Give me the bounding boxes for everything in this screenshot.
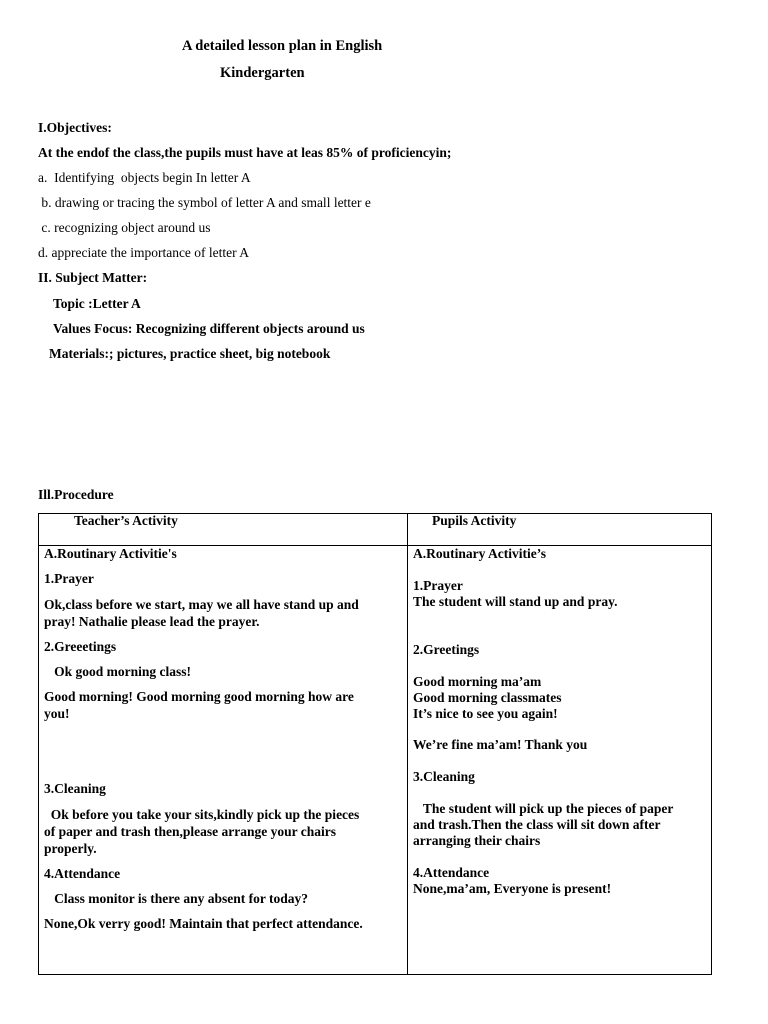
- objectives-heading: I.Objectives:: [38, 120, 112, 135]
- teacher-routinary: A.Routinary Activitie's: [44, 546, 177, 561]
- pupils-greetings-line: Good morning classmates: [413, 690, 562, 705]
- teacher-cleaning-line: Ok before you take your sits,kindly pick up the pieces: [44, 807, 360, 822]
- subject-values-focus: Values Focus: Recognizing different objects around us: [53, 321, 365, 336]
- pupils-cleaning-line: arranging their chairs: [413, 833, 541, 848]
- teacher-attendance-line: None,Ok verry good! Maintain that perfect attendance.: [44, 916, 363, 931]
- teacher-greetings-line: Ok good morning class!: [44, 664, 192, 679]
- teacher-attendance-line: Class monitor is there any absent for today?: [44, 891, 309, 906]
- document-title: A detailed lesson plan in English: [182, 38, 383, 54]
- pupils-attendance-line: None,ma’am, Everyone is present!: [413, 881, 612, 896]
- pupils-activity-header: Pupils Activity: [432, 513, 517, 528]
- objective-item: b. drawing or tracing the symbol of letter A and small letter e: [38, 195, 371, 210]
- teacher-prayer-title: 1.Prayer: [44, 571, 94, 586]
- teacher-cleaning-line: of paper and trash then,please arrange your chairs: [44, 824, 337, 839]
- pupils-cleaning-line: The student will pick up the pieces of paper: [413, 801, 674, 816]
- teacher-prayer-line: Ok,class before we start, may we all have stand up and: [44, 597, 359, 612]
- pupils-prayer-line: The student will stand up and pray.: [413, 594, 618, 609]
- teacher-greetings-line: Good morning! Good morning good morning how are: [44, 689, 354, 704]
- subject-topic: Topic :Letter A: [53, 296, 141, 311]
- teacher-prayer-line: pray! Nathalie please lead the prayer.: [44, 614, 260, 629]
- subject-materials: Materials:; pictures, practice sheet, big notebook: [49, 346, 331, 361]
- teacher-activity-header: Teacher’s Activity: [74, 513, 178, 528]
- teacher-cleaning-title: 3.Cleaning: [44, 781, 106, 796]
- document-subtitle: Kindergarten: [220, 65, 305, 81]
- pupils-greetings-line: It’s nice to see you again!: [413, 706, 558, 721]
- pupils-cleaning-title: 3.Cleaning: [413, 769, 475, 784]
- table-column-divider: [407, 513, 408, 975]
- subject-matter-heading: II. Subject Matter:: [38, 270, 148, 285]
- teacher-greetings-title: 2.Greeetings: [44, 639, 117, 654]
- procedure-heading: Ill.Procedure: [38, 487, 114, 502]
- pupils-prayer-title: 1.Prayer: [413, 578, 463, 593]
- teacher-cleaning-line: properly.: [44, 841, 97, 856]
- objective-item: c. recognizing object around us: [38, 220, 211, 235]
- pupils-greetings-line: Good morning ma’am: [413, 674, 542, 689]
- pupils-routinary: A.Routinary Activitie’s: [413, 546, 546, 561]
- objective-item: d. appreciate the importance of letter A: [38, 245, 250, 260]
- objectives-intro: At the endof the class,the pupils must have at leas 85% of proficiencyin;: [38, 145, 452, 160]
- pupils-greetings-title: 2.Greetings: [413, 642, 480, 657]
- objective-item: a. Identifying objects begin In letter A: [38, 170, 251, 185]
- pupils-attendance-title: 4.Attendance: [413, 865, 490, 880]
- pupils-cleaning-line: and trash.Then the class will sit down after: [413, 817, 661, 832]
- pupils-greetings-line: We’re fine ma’am! Thank you: [413, 737, 588, 752]
- teacher-attendance-title: 4.Attendance: [44, 866, 121, 881]
- teacher-greetings-line: you!: [44, 706, 70, 721]
